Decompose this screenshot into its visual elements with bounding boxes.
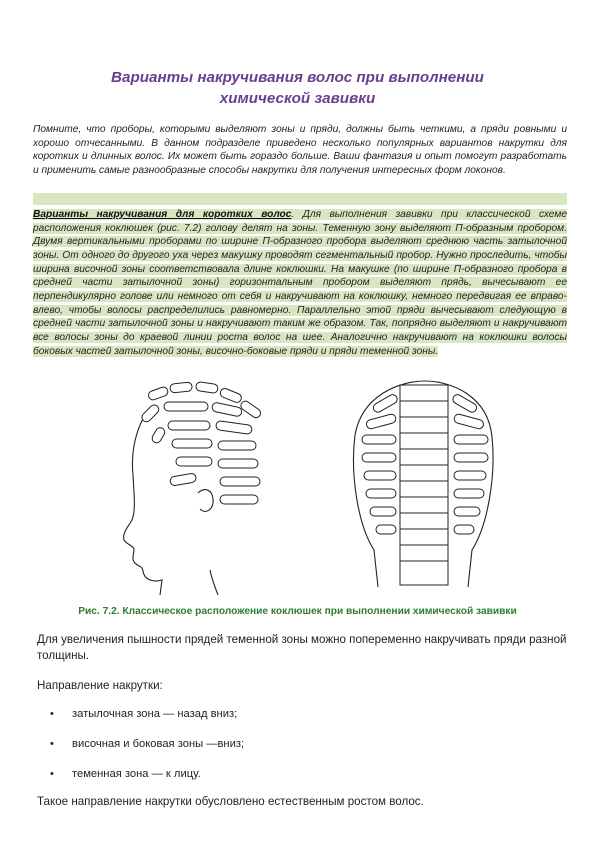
section-paragraph <box>33 208 567 358</box>
list-item-text: теменная зона — к лицу. <box>72 768 201 780</box>
section-text: . Для выполнения завивки при классической схеме расположения коклюшек (рис. 7.2) голову делят на зоны. Теменную зону выделяют П-образным пробором. Двумя вертикальными проборами по ширине П-образного пробора выделяют среднюю часть затылочной зоны. От одного до другого уха через макушку проводят сегментальный пробор. Нужно проследить, чтобы ширина височной зоны соответствовала длине коклюшки. На макушке (по ширине П-образного пробора в средней части затылочной зоны) горизонтальным пробором выделяют прядь, вычесывают ее перпендикулярно голове или немного от себя и накручивают на коклюшку, немного передвигая ее вправо-влево, чтобы волосы распределились равномерно. Параллельно этой пряди вычесывают следующую в средней части затылочной зоны и накручивают таким же образом. Так, попрядно выделяют и накручивают все волосы зоны до краевой линии роста волос на шее. Аналогично накручивают на коклюшки волосы боковых частей затылочной зоны, височно-боковые пряди и пряди теменной зоны. <box>33 209 568 357</box>
title-line-1: Варианты накручивания волос при выполнении <box>111 69 484 86</box>
head-profile-rollers <box>140 382 262 504</box>
figure-caption: Рис. 7.2. Классическое расположение коклюшек при выполнении химической завивки <box>78 606 517 617</box>
intro-paragraph: Помните, что проборы, которыми выделяют зоны и пряди, должны быть четкими, а пряди ровными и хорошо отчесанными. В данном подразделе приведено несколько популярных вариантов накрутки для коротких и длинных волос. Их может быть гораздо больше. Ваши фантазия и опыт помогут разработать и применить самые разнообразные способы накрутки для получения интересных форм локонов. <box>33 124 567 176</box>
list-item-text: затылочная зона — назад вниз; <box>72 708 238 720</box>
bullet-icon: • <box>50 708 54 720</box>
paragraph-direction: Направление накрутки: <box>37 679 163 692</box>
section-heading: Варианты накручивания для коротких волос <box>33 209 292 220</box>
bullet-icon: • <box>50 738 54 750</box>
direction-list <box>50 707 244 781</box>
paragraph-conclusion: Такое направление накрутки обусловлено естественным ростом волос. <box>37 795 424 808</box>
title-line-2: химической завивки <box>219 90 376 107</box>
list-item <box>50 767 244 781</box>
bullet-icon: • <box>50 768 54 780</box>
list-item <box>50 737 244 751</box>
section-highlight <box>33 209 567 357</box>
paragraph-volume: Для увеличения пышности прядей теменной зоны можно попеременно накручивать пряди разной толщины. <box>37 633 567 662</box>
rollers-illustration <box>100 375 530 595</box>
head-profile-drawing <box>124 405 218 595</box>
list-item-text: височная и боковая зоны —вниз; <box>72 738 245 750</box>
page-title <box>40 67 555 109</box>
head-back-rollers <box>362 385 488 585</box>
highlight-bar <box>33 193 567 205</box>
list-item <box>50 707 244 721</box>
